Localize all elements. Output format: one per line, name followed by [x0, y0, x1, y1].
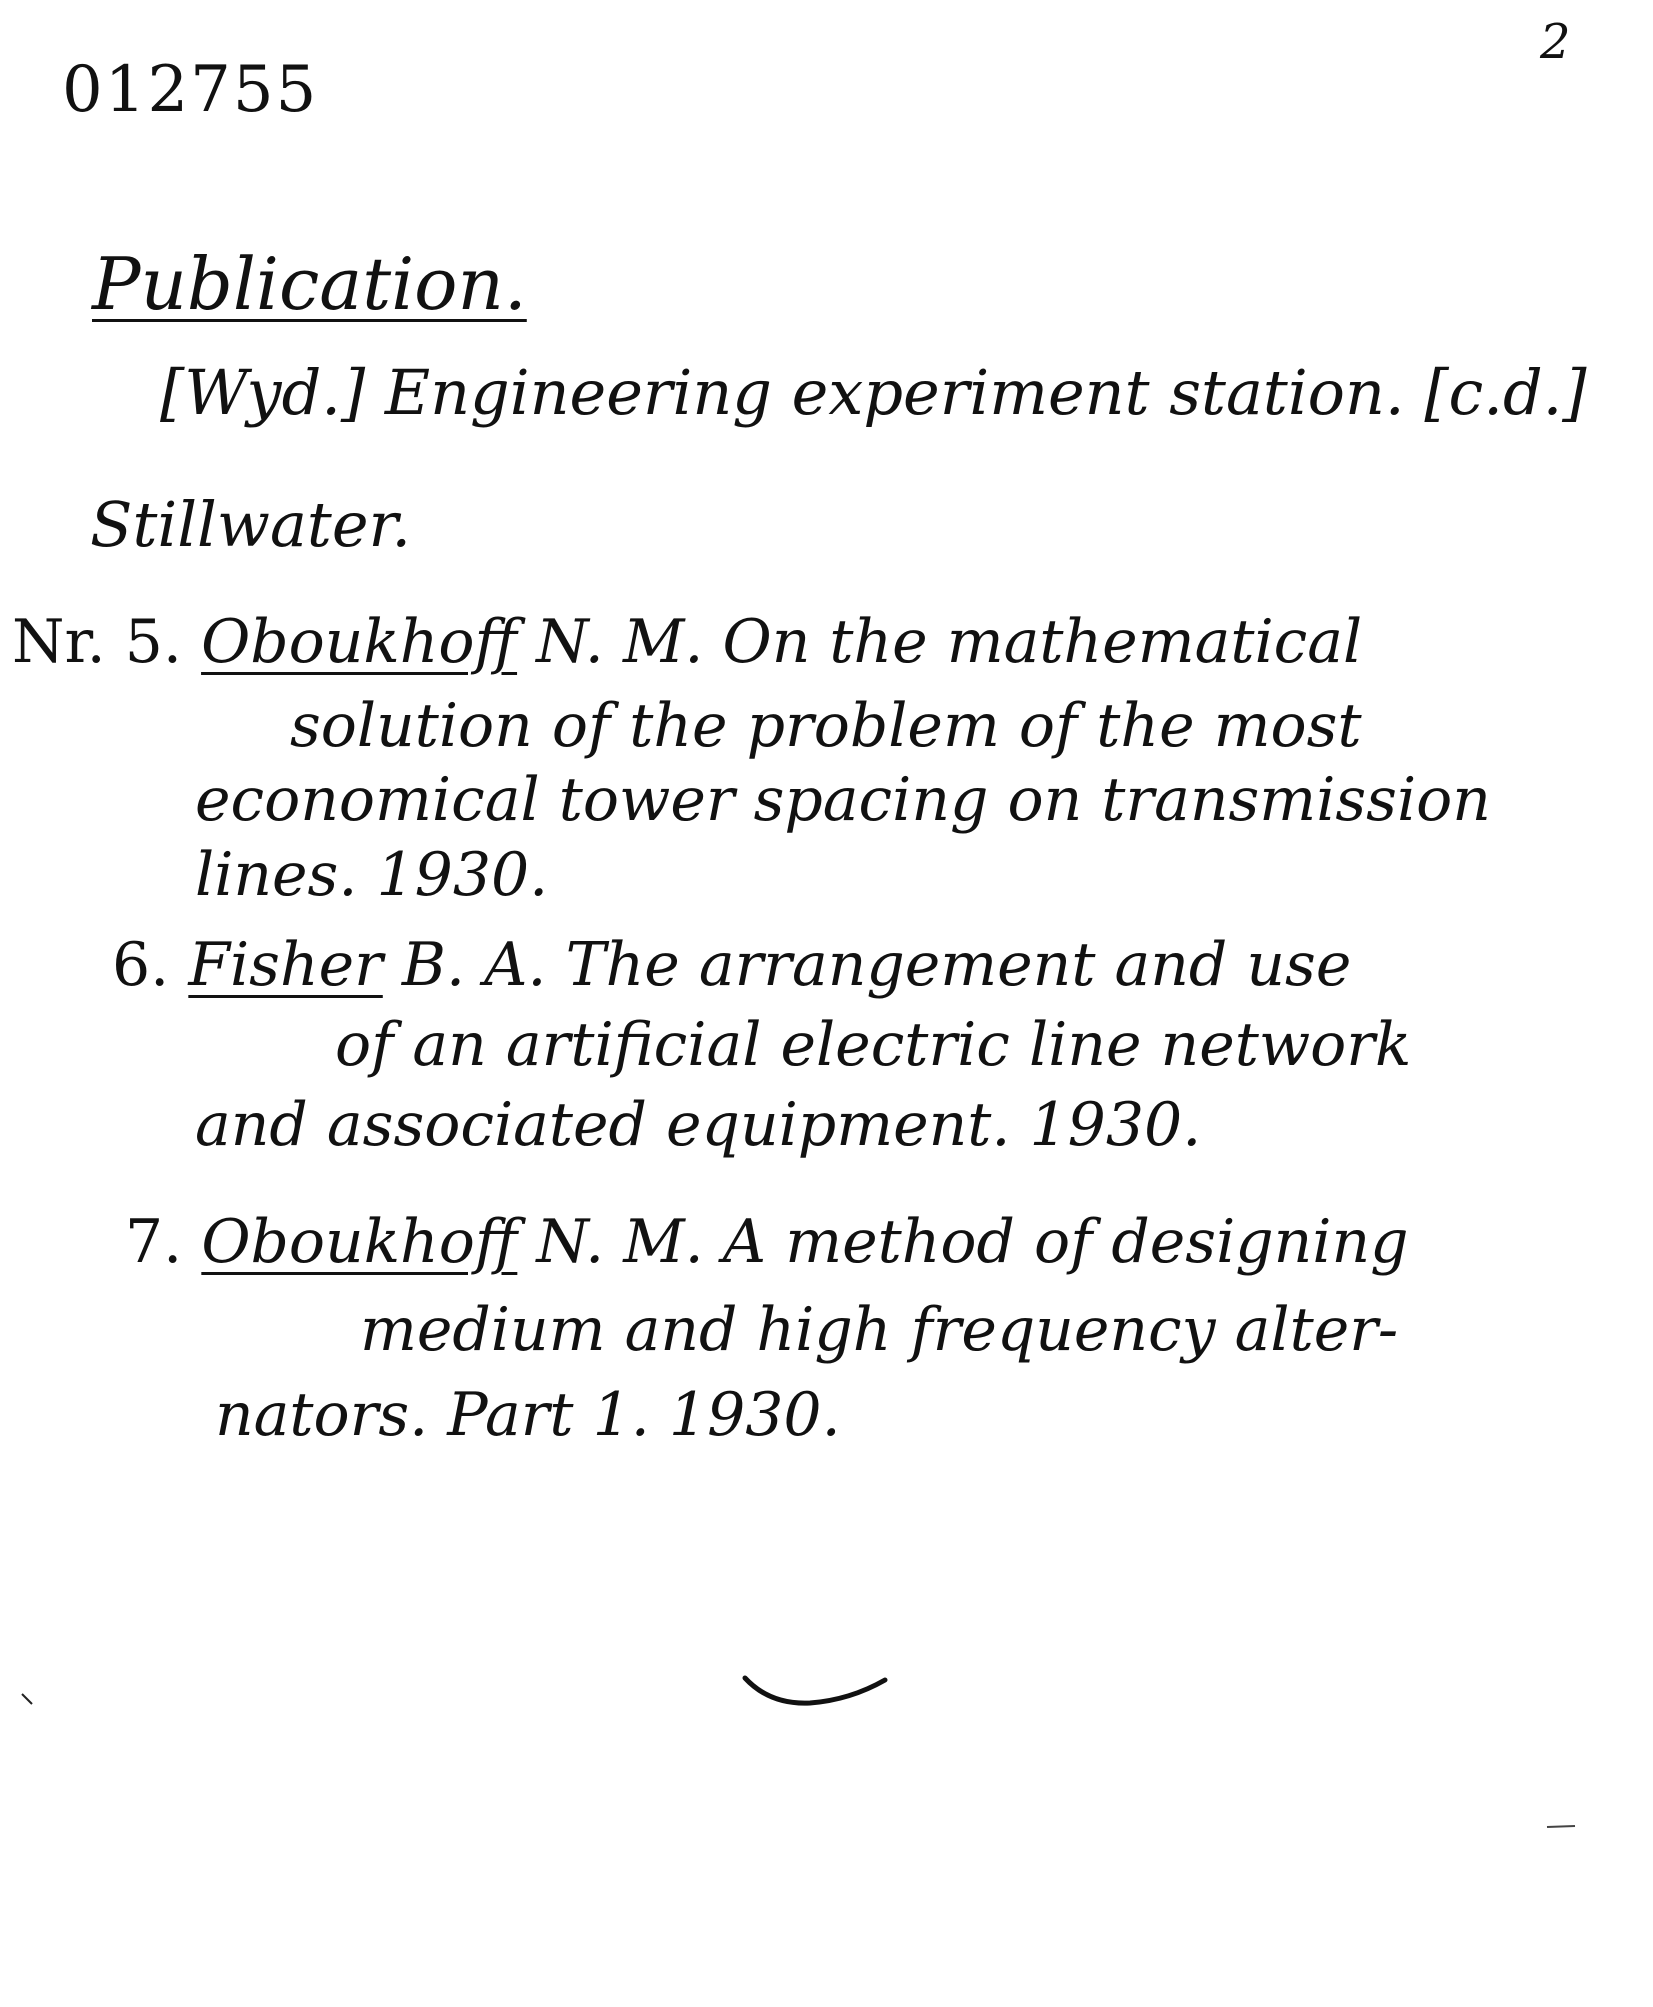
entry-number: 6. [112, 930, 170, 1000]
entry-number: 7. [125, 1207, 183, 1277]
pen-stroke-mark [740, 1670, 900, 1730]
entry-title-start: N. M. A method of designing [536, 1207, 1409, 1277]
entry-line-2: medium and high frequency alter- [360, 1295, 1399, 1365]
speck-mark [18, 1690, 38, 1710]
entry-line-1 [112, 930, 1352, 1000]
publisher-line-1: [Wyd.] Engineering experiment station. [c.d.] [160, 356, 1587, 429]
entry-line-3: and associated equipment. 1930. [195, 1090, 1202, 1160]
page-number: 2 [1540, 14, 1571, 70]
entry-line-2: of an artificial electric line network [335, 1010, 1412, 1080]
entry-line-1 [12, 607, 1363, 677]
entry-line-3: nators. Part 1. 1930. [215, 1380, 841, 1450]
entry-line-2: solution of the problem of the most [290, 691, 1362, 761]
entry-author: Oboukhoff [201, 607, 518, 677]
entry-line-4: lines. 1930. [195, 840, 549, 910]
speck-mark [1545, 1822, 1585, 1832]
catalog-number: 012755 [62, 53, 319, 127]
publisher-line-2: Stillwater. [90, 488, 412, 561]
entry-title-start: B. A. The arrangement and use [401, 930, 1352, 1000]
entry-line-1 [125, 1207, 1409, 1277]
entry-number: Nr. 5. [12, 607, 182, 677]
entry-author: Fisher [188, 930, 383, 1000]
entry-author: Oboukhoff [201, 1207, 518, 1277]
entry-title-start: N. M. On the mathematical [536, 607, 1363, 677]
entry-line-3: economical tower spacing on transmission [195, 765, 1491, 835]
heading: Publication. [92, 242, 527, 326]
